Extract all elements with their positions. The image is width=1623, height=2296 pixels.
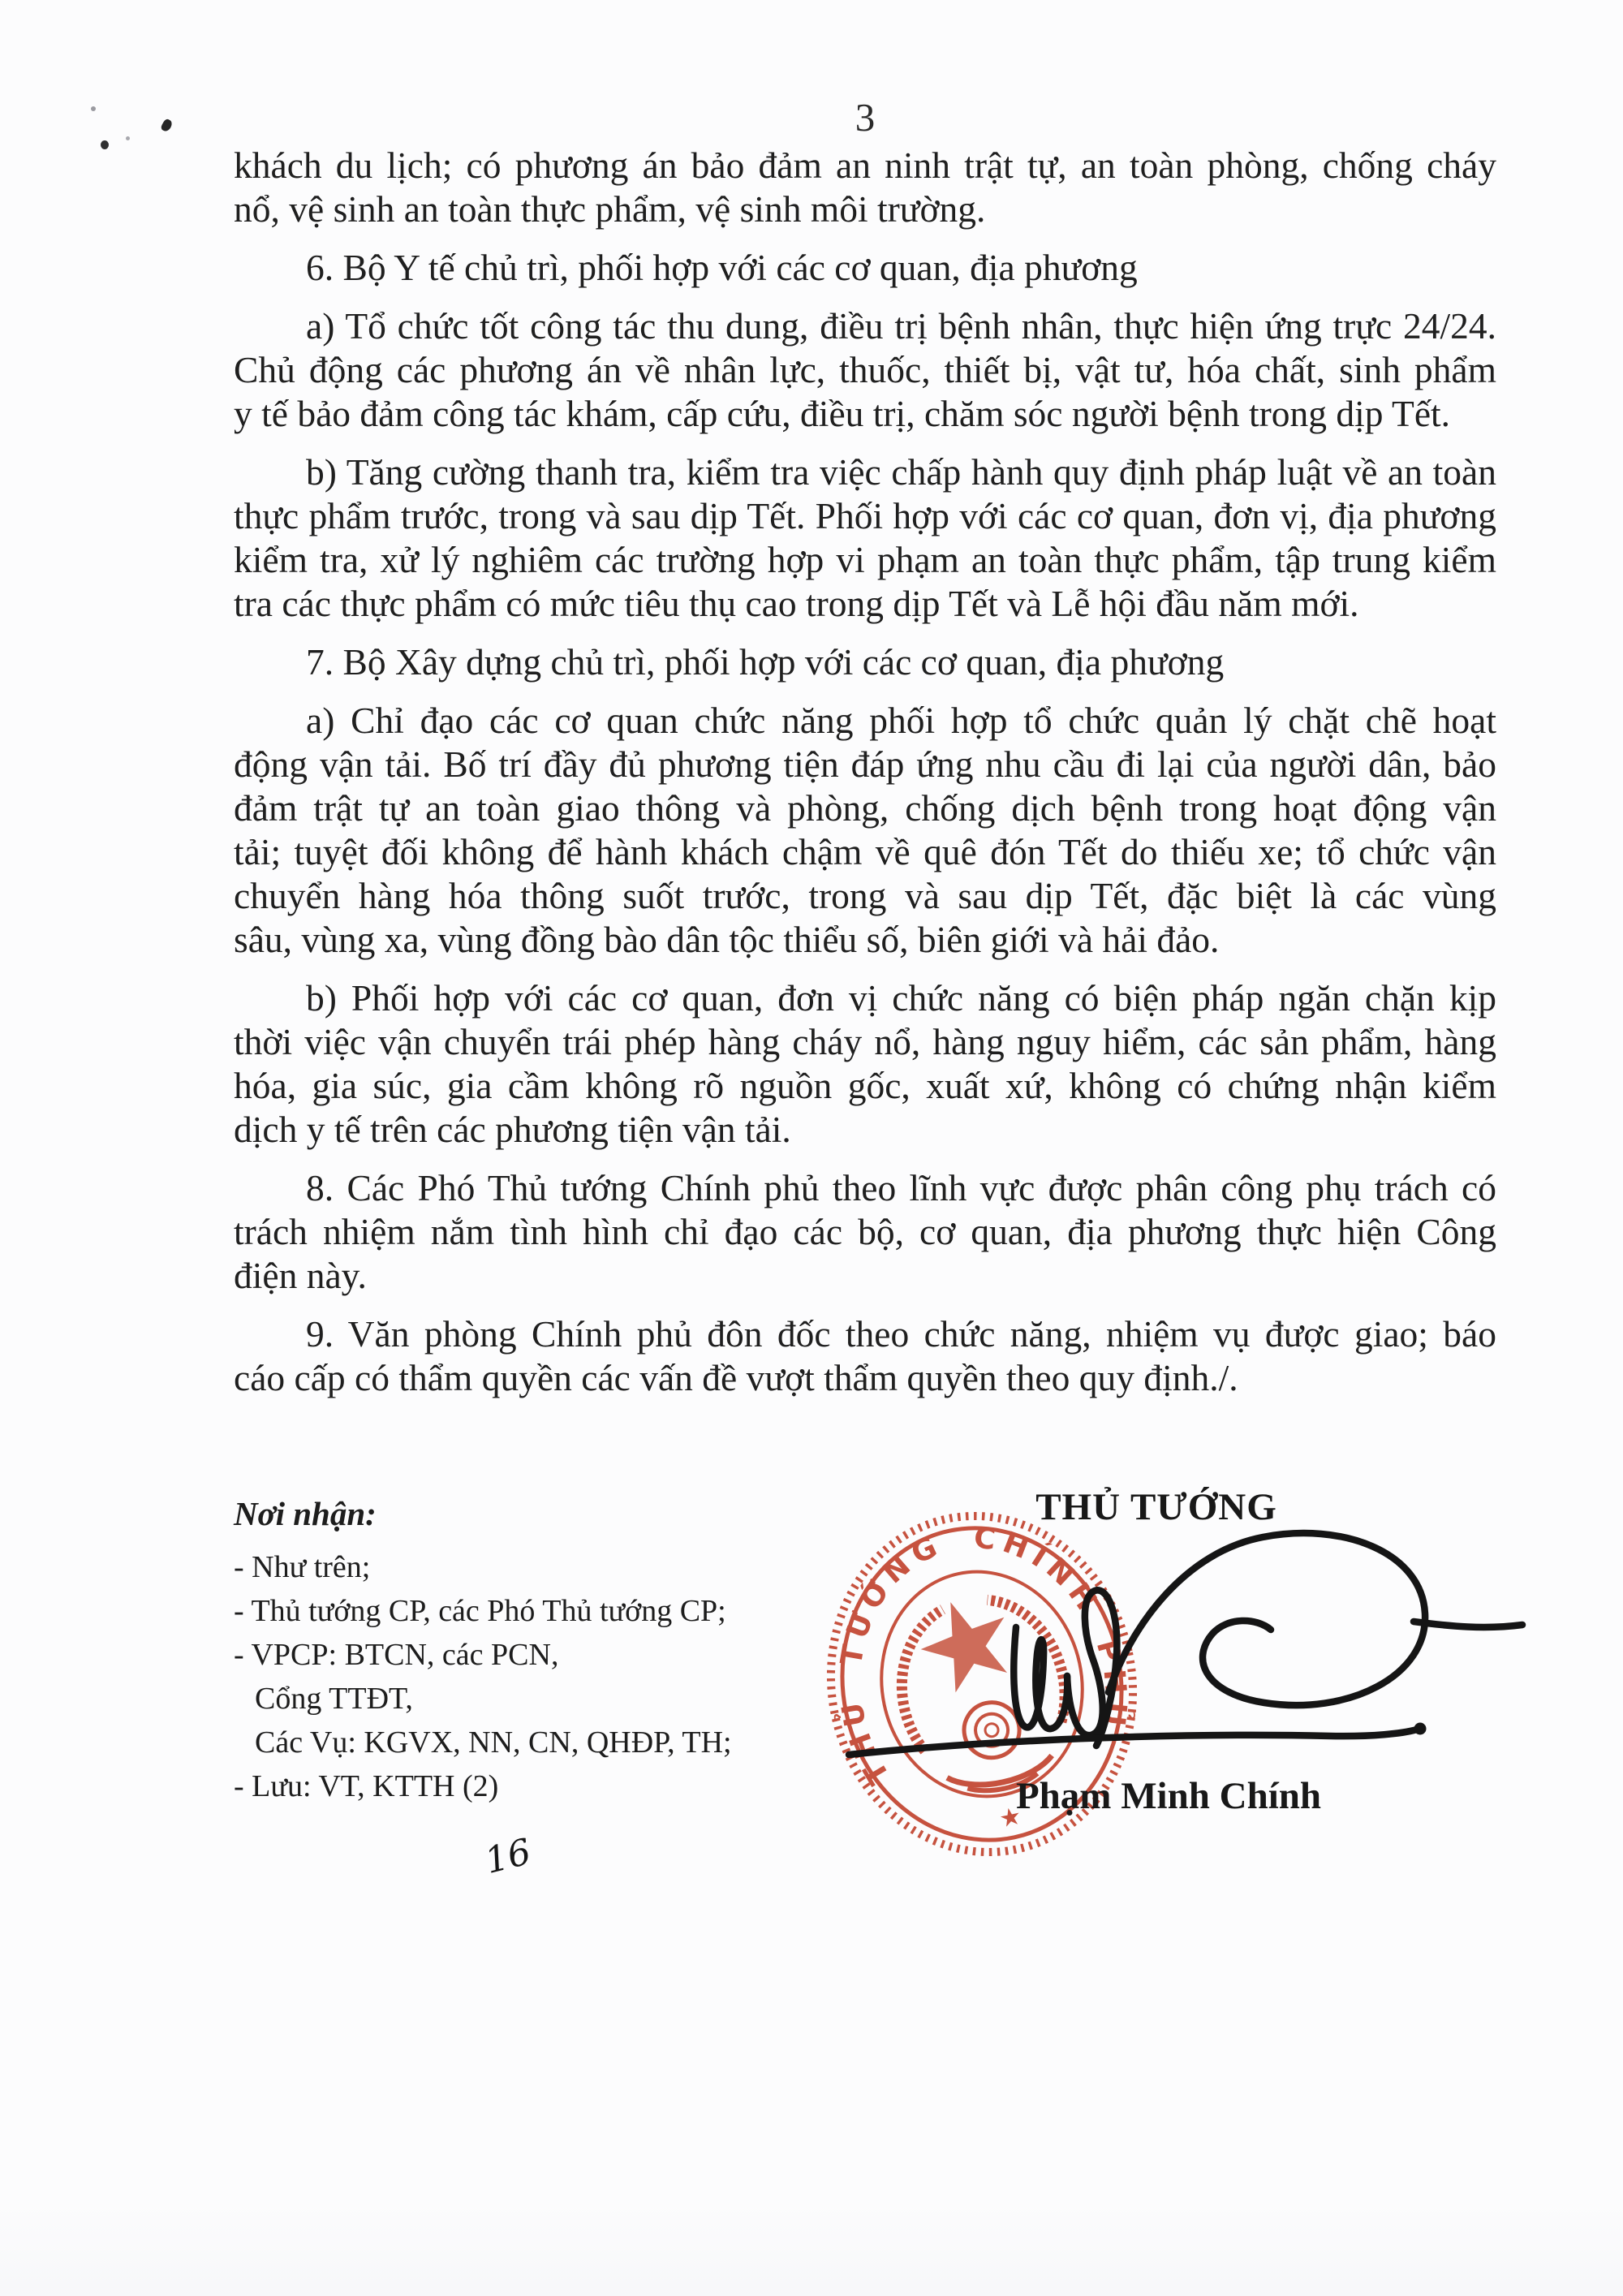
body-line: trách nhiệm nắm tình hình chỉ đạo các bộ, cơ quan, địa phương thực hiện Công xyxy=(234,1211,1496,1252)
recipients-block xyxy=(234,1492,850,1808)
signature xyxy=(812,1493,1542,1786)
recipient-line: - Lưu: VT, KTTH (2) xyxy=(234,1769,499,1803)
body-line: khách du lịch; có phương án bảo đảm an ninh trật tự, an toàn phòng, chống cháy xyxy=(234,144,1496,186)
recipient-line: - Như trên; xyxy=(234,1550,371,1584)
body-line: tra các thực phẩm có mức tiêu thụ cao trong dịp Tết và Lễ hội đầu năm mới. xyxy=(234,583,1359,624)
signer-title: THỦ TƯỚNG xyxy=(1035,1486,1277,1528)
body-line: a) Tổ chức tốt công tác thu dung, điều trị bệnh nhân, thực hiện ứng trực 24/24. xyxy=(306,305,1496,347)
heading-line: 7. Bộ Xây dựng chủ trì, phối hợp với các cơ quan, địa phương xyxy=(306,641,1225,683)
body-line: điện này. xyxy=(234,1255,367,1296)
page-number: 3 xyxy=(855,95,876,140)
body-line: y tế bảo đảm công tác khám, cấp cứu, điều trị, chăm sóc người bệnh trong dịp Tết. xyxy=(234,393,1451,434)
body-line: Chủ động các phương án về nhân lực, thuốc, thiết bị, vật tư, hóa chất, sinh phẩm xyxy=(234,349,1496,390)
body-line: nổ, vệ sinh an toàn thực phẩm, vệ sinh môi trường. xyxy=(234,188,986,230)
body-line: b) Tăng cường thanh tra, kiểm tra việc chấp hành quy định pháp luật về an toàn xyxy=(306,451,1496,493)
scan-speck xyxy=(101,140,109,149)
recipient-line: - VPCP: BTCN, các PCN, xyxy=(234,1638,559,1672)
recipient-line: Cổng TTĐT, xyxy=(255,1682,413,1716)
section-heading-6 xyxy=(234,246,1496,290)
heading-line: 6. Bộ Y tế chủ trì, phối hợp với các cơ quan, địa phương xyxy=(306,247,1138,288)
body-line: 9. Văn phòng Chính phủ đôn đốc theo chức năng, nhiệm vụ được giao; báo xyxy=(306,1313,1496,1355)
body-paragraph xyxy=(234,1312,1496,1400)
recipient-line: Các Vụ: KGVX, NN, CN, QHĐP, TH; xyxy=(255,1725,732,1760)
body-line: sâu, vùng xa, vùng đồng bào dân tộc thiểu số, biên giới và hải đảo. xyxy=(234,919,1220,960)
body-line: thời việc vận chuyển trái phép hàng cháy nổ, hàng nguy hiểm, các sản phẩm, hàng xyxy=(234,1021,1496,1062)
seal-bottom-star: ★ xyxy=(997,1802,1024,1833)
body-line: kiểm tra, xử lý nghiêm các trường hợp vi phạm an toàn thực phẩm, tập trung kiểm xyxy=(234,539,1496,580)
body-line: tải; tuyệt đối không để hành khách chậm về quê đón Tết do thiếu xe; tổ chức vận xyxy=(234,831,1496,872)
seal-arc-text: THỦ TƯỚNG CHÍNH PHỦ xyxy=(834,1521,1133,1790)
body-line: chuyển hàng hóa thông suốt trước, trong và sau dịp Tết, đặc biệt là các vùng xyxy=(234,875,1496,916)
scan-speck xyxy=(160,118,174,132)
recipients-title: Nơi nhận: xyxy=(234,1495,377,1532)
signer-name: Phạm Minh Chính xyxy=(1015,1775,1322,1817)
recipient-line: - Thủ tướng CP, các Phó Thủ tướng CP; xyxy=(234,1594,726,1628)
document-body xyxy=(234,144,1496,1400)
body-line: động vận tải. Bố trí đầy đủ phương tiện đáp ứng nhu cầu đi lại của người dân, bảo xyxy=(234,743,1496,785)
body-line: cáo cấp có thẩm quyền các vấn đề vượt thẩm quyền theo quy định./. xyxy=(234,1357,1238,1398)
body-line: thực phẩm trước, trong và sau dịp Tết. Phối hợp với các cơ quan, đơn vị, địa phương xyxy=(234,495,1496,536)
body-line: hóa, gia súc, gia cầm không rõ nguồn gốc, xuất xứ, không có chứng nhận kiểm xyxy=(234,1065,1496,1106)
body-line: đảm trật tự an toàn giao thông và phòng, chống dịch bệnh trong hoạt động vận xyxy=(234,787,1496,829)
scan-speck xyxy=(91,106,96,111)
body-paragraph xyxy=(234,1166,1496,1298)
body-paragraph xyxy=(234,450,1496,626)
body-line: 8. Các Phó Thủ tướng Chính phủ theo lĩnh vực được phân công phụ trách có xyxy=(306,1167,1496,1208)
body-paragraph xyxy=(234,699,1496,962)
body-paragraph xyxy=(234,976,1496,1152)
body-paragraph xyxy=(234,304,1496,436)
scan-speck xyxy=(126,136,130,140)
body-line: dịch y tế trên các phương tiện vận tải. xyxy=(234,1109,791,1150)
handwritten-copy-count: 16 xyxy=(480,1830,536,1883)
body-line: b) Phối hợp với các cơ quan, đơn vị chức năng có biện pháp ngăn chặn kịp xyxy=(306,977,1496,1019)
section-heading-7 xyxy=(234,640,1496,684)
body-line: a) Chỉ đạo các cơ quan chức năng phối hợp tổ chức quản lý chặt chẽ hoạt xyxy=(306,700,1496,741)
body-paragraph xyxy=(234,144,1496,231)
